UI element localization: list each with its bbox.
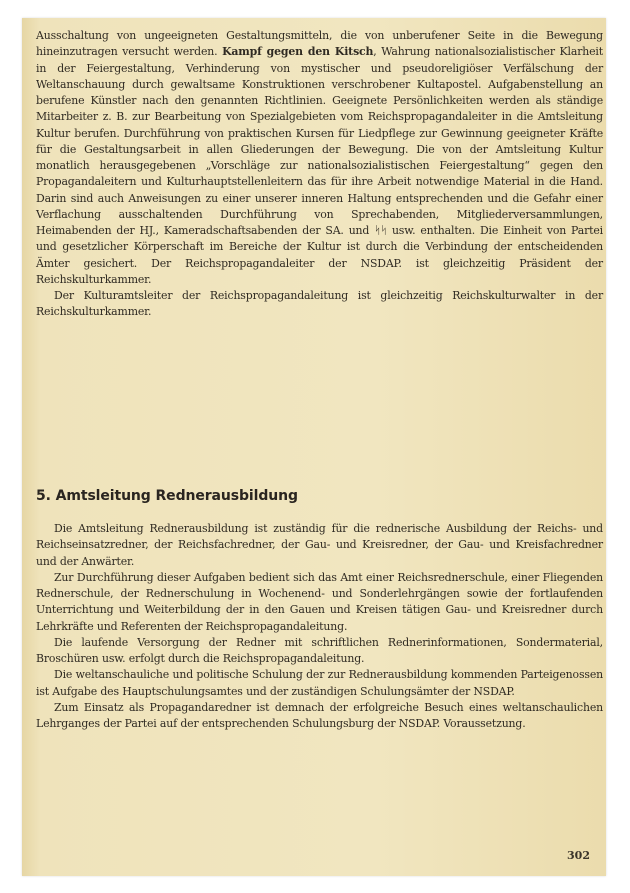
paragraph: [36, 635, 603, 668]
paragraph: [36, 28, 603, 288]
text-run: , Wahrung nationalsozialistischer Klarheit in der Feiergestaltung, Verhinderung von mystischer und pseudoreligiöser Verfälschung der Weltanschauung durch gewaltsame Konstruktionen verschrobener Kultapostel. Aufgabenstellung an berufene Künstler nach den genannten Richtlinien. Geeignete Persönlichkeiten werden als ständige Mitarbeiter z. B. zur Bearbeitung von Spezialgebieten vom Reichspropagandaleiter in die Amtsleitung Kultur berufen. Durchführung von praktischen Kursen für Liedpflege zur Gewinnung geeigneter Kräfte für die Gestaltungsarbeit in allen Gliederungen der Bewegung. Die von der Amtsleitung Kultur monatlich herausgegebenen „Vorschläge zur nationalsozialistischen Feiergestaltung“ gegen den Propagandaleitern und Kulturhauptstellenleitern das für ihre Arbeit notwendige Material in die Hand. Darin sind auch Anweisungen zu einer unserer inneren Haltung entsprechenden und die Gefahr einer Verflachung ausschaltenden Durchführung von Sprechabenden, Mitgliederversammlungen, Heimabenden der HJ., Kameradschaftsabenden der SA. und: [36, 45, 603, 237]
ss-rune-symbol: ᛋᛋ: [374, 224, 387, 237]
text-run: Die Amtsleitung Rednerausbildung ist zuständig für die rednerische Ausbildung der Reichs- und Reichseinsatzredner, der Reichsfachredner, der Gau- und Kreisredner, der Gau- und Kreisfachredner und der Anwärter.: [36, 522, 603, 568]
text-run: Der Kulturamtsleiter der Reichspropagandaleitung ist gleichzeitig Reichskulturwalter in der Reichskulturkammer.: [36, 289, 603, 319]
text-run: Die laufende Versorgung der Redner mit schriftlichen Rednerinformationen, Sondermaterial, Broschüren usw. erfolgt durch die Reichspropagandaleitung.: [36, 635, 603, 665]
text-run: Zur Durchführung dieser Aufgaben bedient sich das Amt einer Reichsrednerschule, einer Fliegenden Rednerschule, der Rednerschulung in Wochenend- und Sonderlehrgängen sowie der fortlaufenden Unterrichtung und Weiterbildung der in den Gauen und Kreisen tätigen Gau- und Kreisredner durch Lehrkräfte und Referenten der Reichspropagandaleitung.: [36, 570, 603, 633]
text-run: Zum Einsatz als Propagandaredner ist demnach der erfolgreiche Besuch eines weltanschaulichen Lehrganges der Partei auf der entsprechenden Schulungsburg der NSDAP. Voraussetzung.: [36, 700, 603, 730]
paragraph: [36, 521, 603, 570]
text-run: Ausschaltung von ungeeigneten Gestaltungsmitteln, die von unberufener Seite in die Bewegung hineinzutragen versucht werden.: [36, 29, 603, 59]
text-run: usw. enthalten. Die Einheit von Partei und gesetzlicher Körperschaft im Bereiche der Kultur ist durch die Verbindung der entscheidenden Ämter gesichert. Der Reichspropagandaleiter der NSDAP. ist gleichzeitig Präsident der Reichskulturkammer.: [36, 224, 603, 286]
paragraph: [36, 288, 603, 321]
book-page: [22, 18, 606, 876]
paragraph: [36, 667, 603, 700]
paragraph: [36, 570, 603, 635]
section-heading: 5. Amtsleitung Rednerausbildung: [36, 488, 298, 504]
text-run: Die weltanschauliche und politische Schulung der zur Rednerausbildung kommenden Parteigenossen ist Aufgabe des Hauptschulungsamtes und der zuständigen Schulungsämter der NSDAP.: [36, 668, 603, 698]
section-top-text: [36, 28, 603, 321]
page-number: 302: [567, 849, 590, 862]
paragraph: [36, 700, 603, 733]
section-bottom-text: [36, 521, 603, 732]
bold-run: Kampf gegen den Kitsch: [222, 45, 374, 59]
